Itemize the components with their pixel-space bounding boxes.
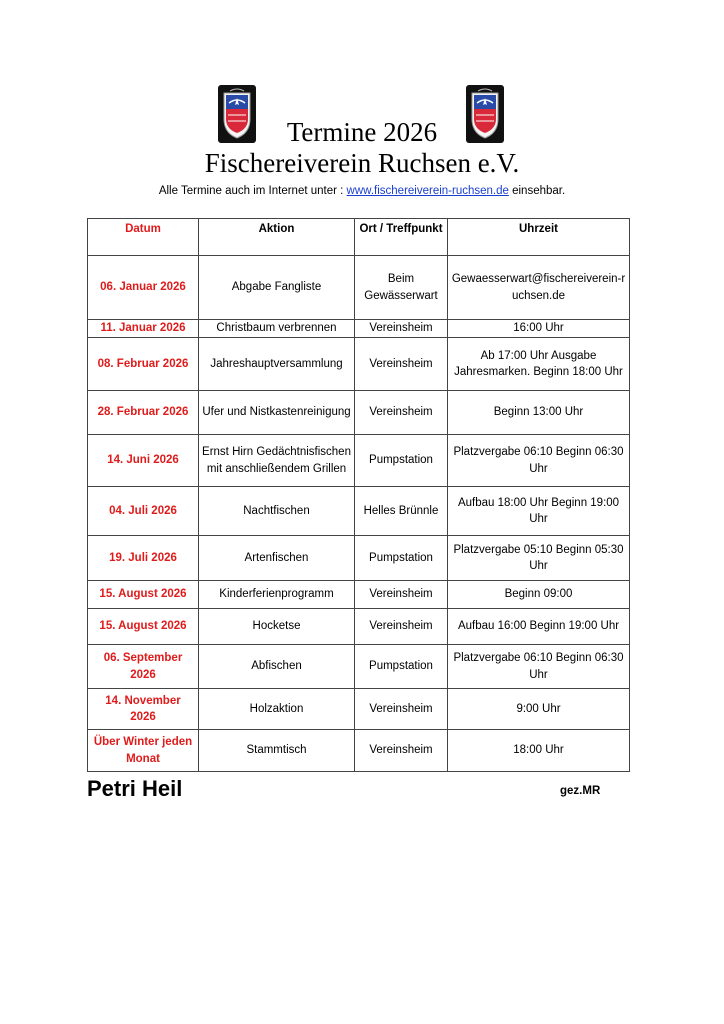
cell-uhrzeit: Gewaesserwart@fischereiverein-ruchsen.de <box>448 256 630 320</box>
table-row <box>88 391 630 435</box>
cell-uhrzeit: Platzvergabe 06:10 Beginn 06:30 Uhr <box>448 435 630 487</box>
cell-aktion: Abfischen <box>199 645 355 689</box>
cell-uhrzeit: 9:00 Uhr <box>448 689 630 730</box>
cell-datum: 28. Februar 2026 <box>88 391 199 435</box>
table-row <box>88 435 630 487</box>
table-header-row <box>88 219 630 256</box>
cell-aktion: Kinderferienprogramm <box>199 581 355 609</box>
column-header-aktion: Aktion <box>199 219 355 256</box>
subtitle-suffix: einsehbar. <box>508 185 566 197</box>
cell-datum: 15. August 2026 <box>88 609 199 645</box>
cell-uhrzeit: Beginn 13:00 Uhr <box>448 391 630 435</box>
club-name: Fischereiverein Ruchsen e.V. <box>204 148 520 178</box>
cell-uhrzeit: Beginn 09:00 <box>448 581 630 609</box>
cell-uhrzeit: Ab 17:00 Uhr Ausgabe Jahresmarken. Beginn 18:00 Uhr <box>448 338 630 391</box>
cell-ort: Vereinsheim <box>355 320 448 338</box>
subtitle <box>0 183 724 199</box>
cell-aktion: Artenfischen <box>199 536 355 581</box>
table-row <box>88 487 630 536</box>
table-row <box>88 581 630 609</box>
cell-ort: Vereinsheim <box>355 609 448 645</box>
page-title: Termine 2026 <box>286 117 438 147</box>
cell-ort: Vereinsheim <box>355 391 448 435</box>
cell-datum: 11. Januar 2026 <box>88 320 199 338</box>
cell-uhrzeit: Aufbau 18:00 Uhr Beginn 19:00 Uhr <box>448 487 630 536</box>
website-link[interactable]: www.fischereiverein-ruchsen.de <box>346 185 509 197</box>
table-row <box>88 689 630 730</box>
cell-aktion: Ernst Hirn Gedächtnisfischen mit anschließendem Grillen <box>199 435 355 487</box>
cell-uhrzeit: 18:00 Uhr <box>448 730 630 772</box>
table-row <box>88 256 630 320</box>
cell-aktion: Jahreshauptversammlung <box>199 338 355 391</box>
cell-datum: 04. Juli 2026 <box>88 487 199 536</box>
cell-ort: Pumpstation <box>355 645 448 689</box>
schedule-table <box>87 218 630 772</box>
column-header-uhrzeit: Uhrzeit <box>448 219 630 256</box>
cell-uhrzeit: Platzvergabe 06:10 Beginn 06:30 Uhr <box>448 645 630 689</box>
cell-aktion: Hocketse <box>199 609 355 645</box>
cell-datum: 14. Juni 2026 <box>88 435 199 487</box>
cell-uhrzeit: Aufbau 16:00 Beginn 19:00 Uhr <box>448 609 630 645</box>
cell-ort: Beim Gewässerwart <box>355 256 448 320</box>
table-row <box>88 609 630 645</box>
table-row <box>88 730 630 772</box>
signature: gez.MR <box>560 785 601 797</box>
column-header-datum: Datum <box>88 219 199 256</box>
cell-ort: Vereinsheim <box>355 730 448 772</box>
cell-aktion: Stammtisch <box>199 730 355 772</box>
cell-ort: Helles Brünnle <box>355 487 448 536</box>
petri-heil-greeting: Petri Heil <box>87 776 183 801</box>
column-header-ort: Ort / Treffpunkt <box>355 219 448 256</box>
cell-uhrzeit: Platzvergabe 05:10 Beginn 05:30 Uhr <box>448 536 630 581</box>
cell-ort: Pumpstation <box>355 536 448 581</box>
cell-datum: 08. Februar 2026 <box>88 338 199 391</box>
cell-aktion: Ufer und Nistkastenreinigung <box>199 391 355 435</box>
table-row <box>88 338 630 391</box>
cell-ort: Pumpstation <box>355 435 448 487</box>
cell-datum: 06. Januar 2026 <box>88 256 199 320</box>
table-row <box>88 536 630 581</box>
table-row <box>88 320 630 338</box>
cell-ort: Vereinsheim <box>355 338 448 391</box>
cell-aktion: Nachtfischen <box>199 487 355 536</box>
cell-aktion: Christbaum verbrennen <box>199 320 355 338</box>
cell-datum: 15. August 2026 <box>88 581 199 609</box>
subtitle-prefix: Alle Termine auch im Internet unter : <box>158 185 347 197</box>
cell-datum: 19. Juli 2026 <box>88 536 199 581</box>
cell-ort: Vereinsheim <box>355 581 448 609</box>
cell-datum: 14. November 2026 <box>88 689 199 730</box>
cell-aktion: Holzaktion <box>199 689 355 730</box>
cell-datum: Über Winter jeden Monat <box>88 730 199 772</box>
table-row <box>88 645 630 689</box>
cell-aktion: Abgabe Fangliste <box>199 256 355 320</box>
cell-datum: 06. September 2026 <box>88 645 199 689</box>
cell-ort: Vereinsheim <box>355 689 448 730</box>
cell-uhrzeit: 16:00 Uhr <box>448 320 630 338</box>
